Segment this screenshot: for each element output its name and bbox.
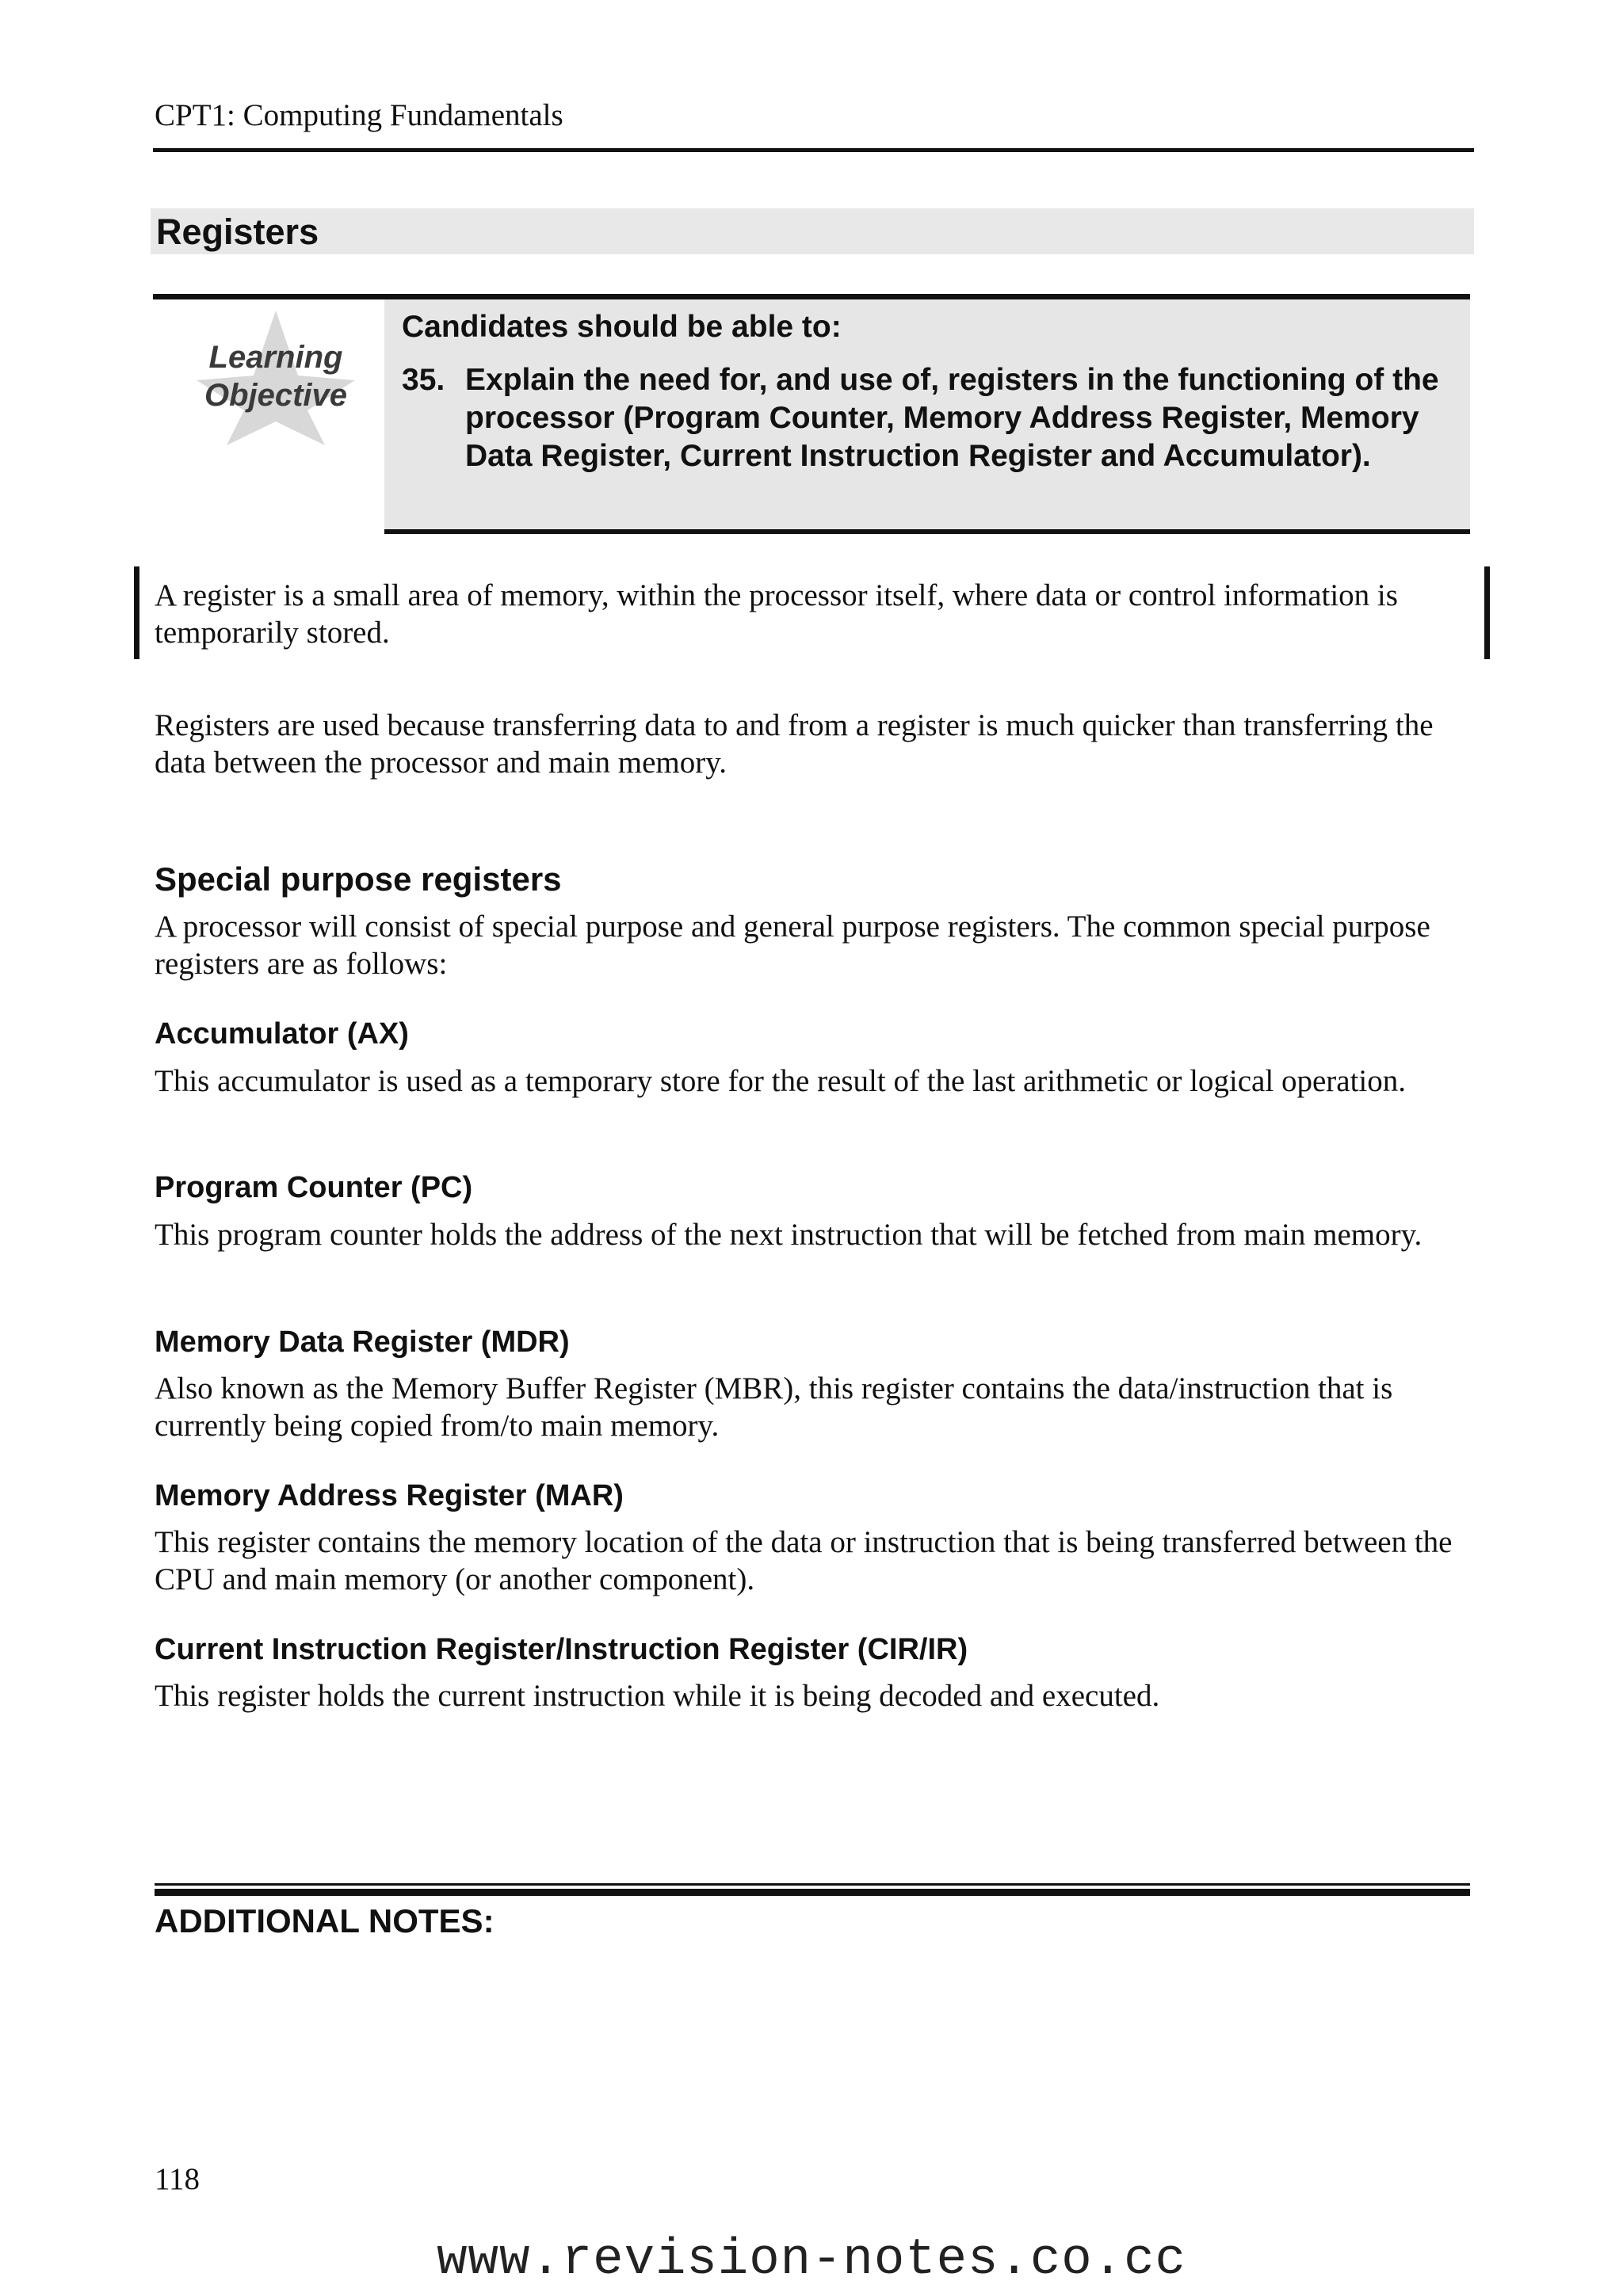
special-registers-intro: A processor will consist of special purpose and general purpose registers. The common special purpose registers are as follows: bbox=[155, 910, 1430, 981]
objective-top-rule bbox=[153, 294, 1470, 299]
running-header: CPT1: Computing Fundamentals bbox=[155, 98, 563, 132]
objective-bottom-rule bbox=[384, 529, 1470, 534]
change-bar-right bbox=[1484, 566, 1490, 659]
register-title-mar: Memory Address Register (MAR) bbox=[155, 1479, 624, 1512]
objective-intro: Candidates should be able to: bbox=[402, 310, 842, 344]
register-title-program-counter: Program Counter (PC) bbox=[155, 1171, 473, 1204]
notes-rule-thin bbox=[155, 1883, 1470, 1886]
definition-paragraph: A register is a small area of memory, within the processor itself, where data or control information is temporarily stored. bbox=[155, 578, 1398, 650]
footer-url: www.revision-notes.co.cc bbox=[437, 2232, 1186, 2289]
logo-text-line2: Objective bbox=[204, 378, 348, 413]
register-text-accumulator: This accumulator is used as a temporary store for the result of the last arithmetic or logical operation. bbox=[155, 1064, 1406, 1098]
section-title: Registers bbox=[156, 212, 319, 252]
special-registers-heading: Special purpose registers bbox=[155, 860, 562, 898]
section-title-bar bbox=[151, 208, 1474, 254]
register-text-program-counter: This program counter holds the address of the next instruction that will be fetched from main memory. bbox=[155, 1218, 1423, 1252]
learning-objective-logo bbox=[197, 311, 355, 445]
register-text-mar: This register contains the memory location of the data or instruction that is being transferred between the CPU and main memory (or another component). bbox=[155, 1525, 1453, 1596]
additional-notes-title: ADDITIONAL NOTES: bbox=[155, 1902, 495, 1939]
register-text-cir: This register holds the current instruction while it is being decoded and executed. bbox=[155, 1679, 1160, 1713]
learning-objective-box bbox=[384, 299, 1470, 531]
header-rule bbox=[153, 148, 1474, 152]
objective-number: 35. bbox=[402, 363, 445, 397]
change-bar-left bbox=[134, 566, 139, 659]
register-title-accumulator: Accumulator (AX) bbox=[155, 1017, 409, 1051]
logo-text-line1: Learning bbox=[208, 340, 343, 375]
register-text-mdr: Also known as the Memory Buffer Register (MBR), this register contains the data/instruction that is currently being copied from/to main memory. bbox=[155, 1371, 1393, 1443]
usage-paragraph: Registers are used because transferring data to and from a register is much quicker than transferring the data between the processor and main memory. bbox=[155, 708, 1434, 780]
register-title-cir: Current Instruction Register/Instruction Register (CIR/IR) bbox=[155, 1633, 968, 1666]
notes-rule-thick bbox=[155, 1889, 1470, 1896]
objective-text: Explain the need for, and use of, registers in the functioning of the processor (Program Counter, Memory Address Register, Memory Data Register, Current Instruction Register and Accumulator). bbox=[465, 363, 1439, 473]
register-title-mdr: Memory Data Register (MDR) bbox=[155, 1325, 570, 1359]
page-number: 118 bbox=[155, 2162, 200, 2196]
